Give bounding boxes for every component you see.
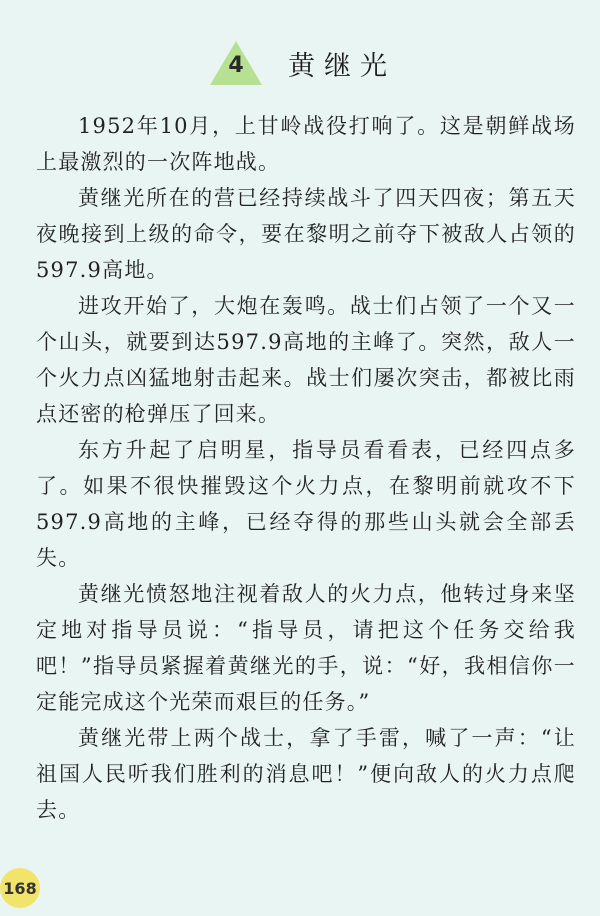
lesson-heading (210, 40, 396, 86)
paragraph-3: 进攻开始了，大炮在轰鸣。战士们占领了一个又一个山头，就要到达597.9高地的主峰了。突然，敌人一个火力点凶猛地射击起来。战士们屡次突击，都被比雨点还密的枪弹压了回来。 (36, 294, 576, 426)
page-number: 168 (0, 868, 40, 908)
paragraph-1: 1952年10月，上甘岭战役打响了。这是朝鲜战场上最激烈的一次阵地战。 (36, 114, 576, 174)
lesson-body (36, 108, 576, 828)
lesson-number-badge (210, 41, 262, 85)
lesson-title: 黄继光 (288, 50, 396, 82)
paragraph-2: 黄继光所在的营已经持续战斗了四天四夜；第五天夜晚接到上级的命令，要在黎明之前夺下被敌人占领的597.9高地。 (36, 186, 576, 282)
paragraph-6: 黄继光带上两个战士，拿了手雷，喊了一声：“让祖国人民听我们胜利的消息吧！”便向敌人的火力点爬去。 (36, 726, 576, 822)
paragraph-4: 东方升起了启明星，指导员看看表，已经四点多了。如果不很快摧毁这个火力点，在黎明前就攻不下597.9高地的主峰，已经夺得的那些山头就会全部丢失。 (36, 438, 576, 570)
paragraph-5: 黄继光愤怒地注视着敌人的火力点，他转过身来坚定地对指导员说：“指导员，请把这个任务交给我吧！”指导员紧握着黄继光的手，说：“好，我相信你一定能完成这个光荣而艰巨的任务。” (36, 582, 576, 714)
lesson-number: 4 (228, 53, 244, 78)
